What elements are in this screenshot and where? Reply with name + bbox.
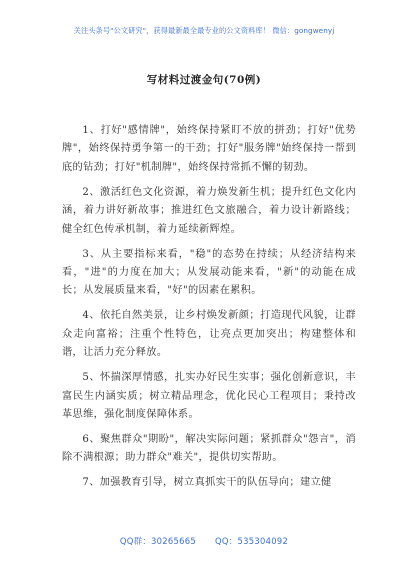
document-body: [62, 122, 356, 499]
footer-qq-group: QQ群：30265665: [119, 536, 197, 546]
page-title: 写材料过渡金句(70例): [146, 74, 262, 86]
paragraph-2: 2、激活红色文化资源，着力焕发新生机；提升红色文化内涵，着力讲好新故事；推进红色文旅融合，着力设计新路线；健全红色传承机制，着力延续新辉煌。: [62, 186, 356, 235]
footer-contact: [0, 535, 408, 547]
header-promo-note: 关注头条号"公文研究"，获得最新最全最专业的公文资料库！ 微信：gongwenyj: [73, 26, 335, 35]
paragraph-5: 5、怀揣深厚情感，扎实办好民生实事；强化创新意识，丰富民生内涵实质；树立精品理念，优化民心工程项目；秉持改革思维，强化制度保障体系。: [62, 372, 356, 421]
paragraph-6: 6、聚焦群众"期盼"，解决实际问题；紧抓群众"怨言"，消除不满根源；助力群众"难关"，提供切实帮助。: [62, 434, 356, 464]
paragraph-1: 1、打好"感情牌"，始终保持紧盯不放的拼劲；打好"优势牌"，始终保持勇争第一的干劲；打好"服务牌"始终保持一帮到底的钻劲；打好"机制牌"，始终保持常抓不懈的韧劲。: [62, 125, 356, 173]
paragraph-3: 3、从主要指标来看，"稳"的态势在持续；从经济结构来看，"进"的力度在加大；从发展动能来看，"新"的动能在成长；从发展质量来看，"好"的因素在累积。: [62, 248, 356, 297]
paragraph-7: 7、加强教育引导，树立真抓实干的队伍导向；建立健: [82, 477, 332, 489]
footer-qq: QQ：535304092: [215, 536, 289, 546]
paragraph-4: 4、依托自然美景，让乡村焕发新颜；打造现代风貌，让群众走向富裕；注重个性特色，让亮点更加突出；构建整体和谐，让活力充分释放。: [62, 310, 356, 359]
